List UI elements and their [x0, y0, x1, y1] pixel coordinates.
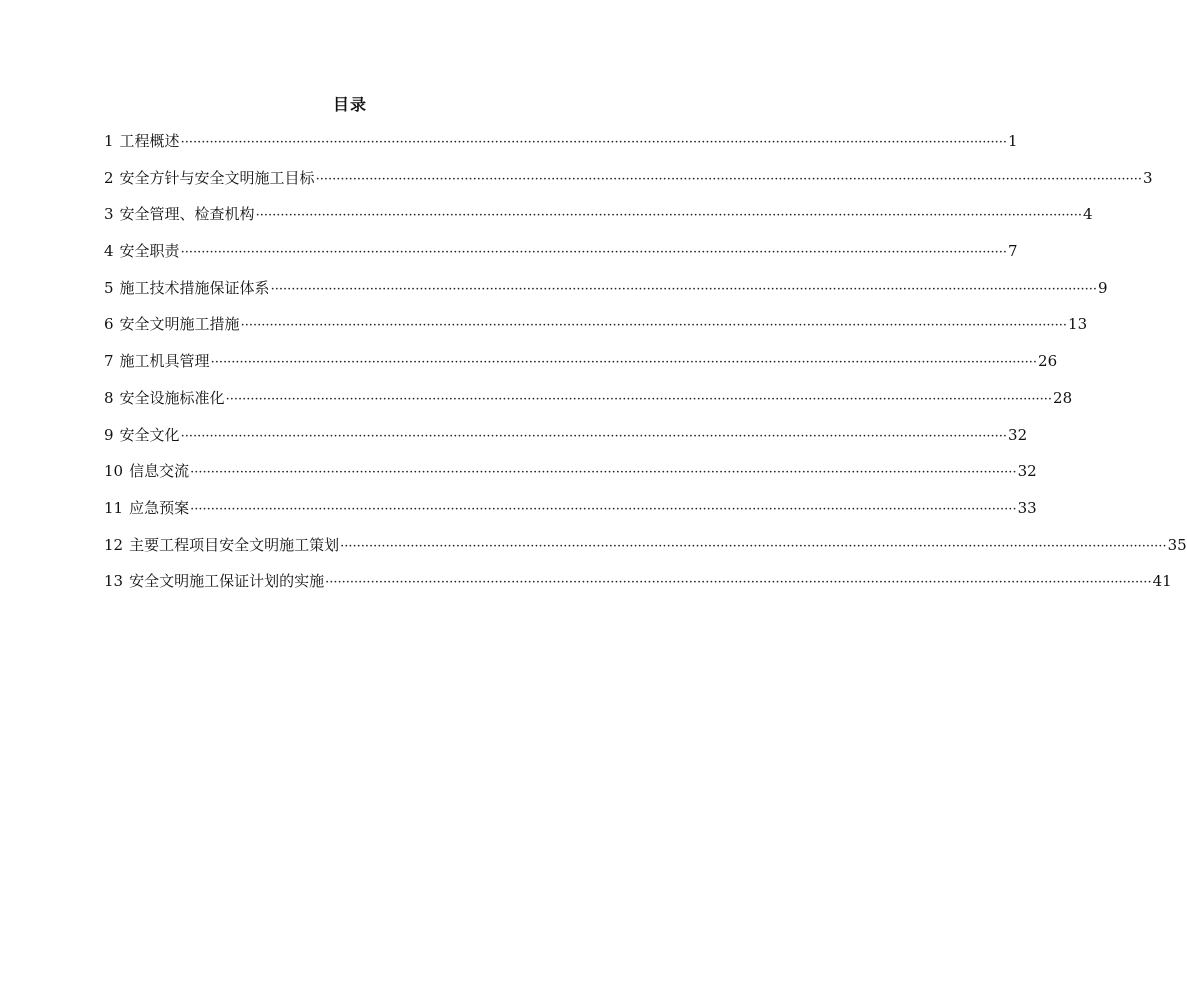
toc-leader-dots: ········································································································································································································	[255, 208, 1083, 224]
toc-entry	[104, 123, 1018, 160]
toc-leader-dots: ········································································································································································································	[190, 501, 1017, 517]
toc-entry-number: 9	[104, 425, 114, 444]
toc-entry	[104, 417, 1028, 454]
toc-entry	[104, 233, 1018, 270]
toc-entry-page: 32	[1017, 462, 1037, 481]
toc-entry-page: 41	[1152, 572, 1172, 591]
toc-entry-number: 4	[104, 242, 114, 261]
toc-entry-number: 8	[104, 388, 114, 407]
toc-entry	[104, 196, 1093, 233]
toc-entry-title: 安全设施标准化	[119, 388, 225, 407]
toc-entry-title: 安全职责	[119, 242, 180, 261]
toc-entry-page: 33	[1017, 498, 1037, 517]
toc-entry	[104, 527, 1187, 564]
toc-entry-page: 26	[1038, 352, 1058, 371]
toc-entry-number: 12	[104, 535, 124, 554]
toc-entry-number: 13	[104, 572, 124, 591]
toc-entry-title: 安全文化	[119, 425, 180, 444]
toc-leader-dots: ········································································································································································································	[240, 318, 1068, 334]
toc-entry-page: 4	[1083, 205, 1093, 224]
toc-entry	[104, 563, 1172, 600]
toc-entry-page: 9	[1098, 278, 1108, 297]
toc-entry-page: 1	[1008, 132, 1018, 150]
toc-list	[104, 123, 1187, 600]
toc-entry-number: 7	[104, 352, 114, 371]
toc-entry-page: 13	[1068, 315, 1088, 334]
toc-entry	[104, 453, 1037, 490]
toc-entry	[104, 306, 1088, 343]
toc-entry-title: 应急预案	[129, 498, 190, 517]
toc-entry-title: 工程概述	[119, 132, 180, 150]
toc-entry-page: 32	[1008, 425, 1028, 444]
toc-entry-page: 3	[1143, 168, 1153, 187]
toc-leader-dots: ········································································································································································································	[270, 281, 1098, 297]
toc-leader-dots: ········································································································································································································	[315, 171, 1143, 187]
toc-entry	[104, 160, 1153, 197]
toc-leader-dots: ········································································································································································································	[190, 465, 1017, 481]
toc-entry	[104, 380, 1073, 417]
toc-entry-number: 1	[104, 132, 114, 150]
toc-leader-dots: ········································································································································································································	[225, 391, 1053, 407]
toc-entry-number: 10	[104, 462, 124, 481]
toc-entry-title: 安全方针与安全文明施工目标	[119, 168, 315, 187]
toc-title: 目录	[332, 95, 367, 114]
toc-entry-number: 2	[104, 168, 114, 187]
toc-entry-page: 35	[1167, 535, 1187, 554]
toc-leader-dots: ········································································································································································································	[210, 355, 1038, 371]
toc-entry	[104, 343, 1058, 380]
toc-entry-title: 信息交流	[129, 462, 190, 481]
toc-entry-title: 安全管理、检查机构	[119, 205, 255, 224]
toc-entry-title: 安全文明施工保证计划的实施	[129, 572, 325, 591]
toc-entry-title: 施工技术措施保证体系	[119, 278, 270, 297]
toc-entry-title: 安全文明施工措施	[119, 315, 240, 334]
toc-entry-number: 6	[104, 315, 114, 334]
toc-leader-dots: ········································································································································································································	[180, 245, 1008, 261]
toc-entry-page: 7	[1008, 242, 1018, 261]
toc-leader-dots: ········································································································································································································	[340, 538, 1167, 554]
toc-leader-dots: ········································································································································································································	[180, 428, 1008, 444]
toc-leader-dots: ········································································································································································································	[180, 135, 1008, 150]
toc-entry	[104, 270, 1108, 307]
toc-entry-title: 主要工程项目安全文明施工策划	[129, 535, 340, 554]
toc-entry	[104, 490, 1037, 527]
toc-entry-number: 5	[104, 278, 114, 297]
toc-entry-number: 11	[104, 498, 124, 517]
toc-leader-dots: ········································································································································································································	[325, 575, 1152, 591]
toc-entry-page: 28	[1053, 388, 1073, 407]
toc-entry-number: 3	[104, 205, 114, 224]
toc-entry-title: 施工机具管理	[119, 352, 210, 371]
